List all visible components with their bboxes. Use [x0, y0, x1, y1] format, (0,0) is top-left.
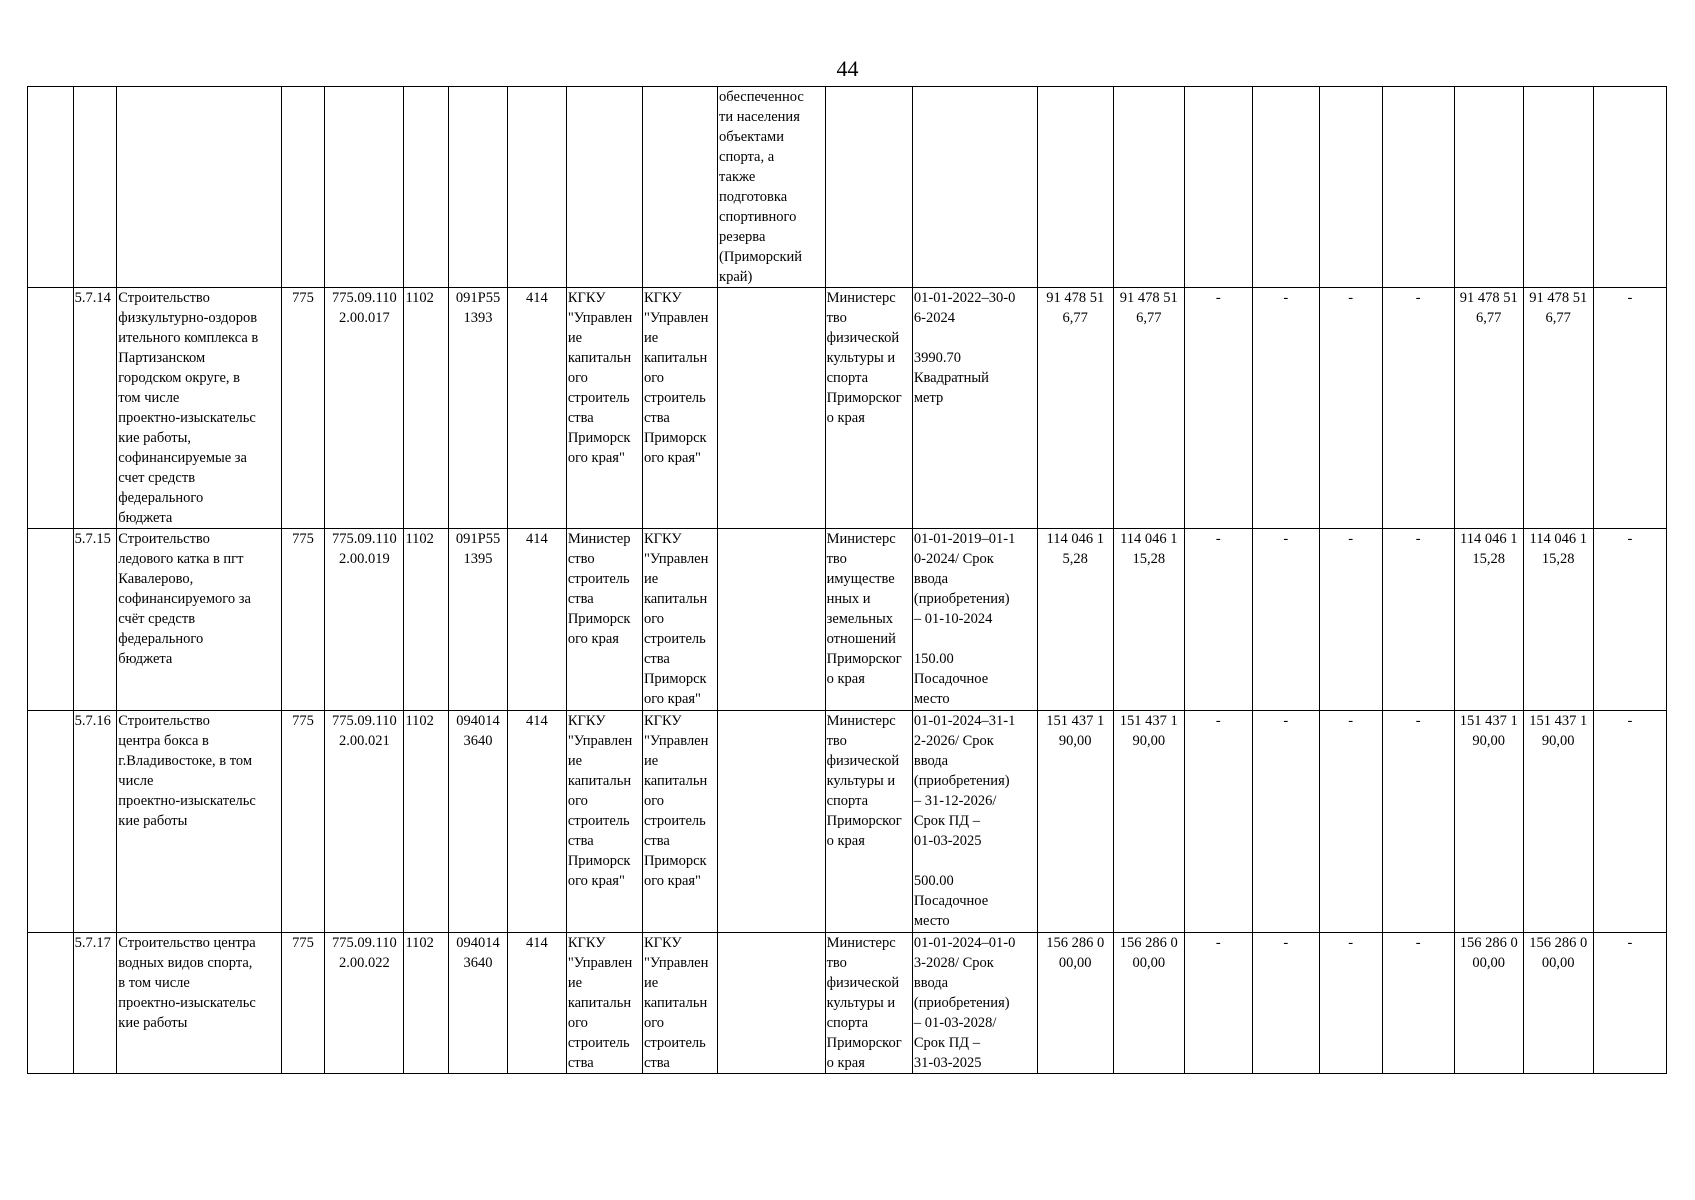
dash-cell: - — [1184, 933, 1252, 1074]
cont-cell — [507, 87, 566, 288]
total-cost: 91 478 51 6,77 — [1037, 288, 1113, 529]
object-name: Строительство физкультурно-оздоров ительного комплекса в Партизанском городском округе, в том числе проектно-изыскательс кие работы, софинансируемые за счет средств федерального бюджета — [117, 288, 281, 529]
cont-cell — [642, 87, 717, 288]
cont-cell — [1593, 87, 1666, 288]
total-cost: 114 046 1 5,28 — [1037, 529, 1113, 711]
developer: КГКУ "Управлен ие капитальн ого строитель ства Приморск ого края" — [642, 288, 717, 529]
empty-cell — [28, 933, 74, 1074]
cont-cell — [1113, 87, 1184, 288]
goal-text: обеспеченнос ти населения объектами спорта, а также подготовка спортивного резерва (Приморский край) — [718, 87, 826, 288]
dash-cell: - — [1593, 933, 1666, 1074]
cont-cell — [1184, 87, 1252, 288]
expense-type: 414 — [507, 288, 566, 529]
year-value: 156 286 0 00,00 — [1454, 933, 1523, 1074]
dash-cell: - — [1319, 711, 1382, 933]
terms-capacity: 01-01-2024–31-1 2-2026/ Срок ввода (приобретения) – 31-12-2026/ Срок ПД – 01-03-2025 500.00 Посадочное место — [912, 711, 1037, 933]
table-row — [28, 933, 1667, 1074]
object-code: 775.09.110 2.00.017 — [325, 288, 404, 529]
dash-cell: - — [1184, 711, 1252, 933]
cont-cell — [28, 87, 74, 288]
object-code: 775.09.110 2.00.022 — [325, 933, 404, 1074]
dash-cell: - — [1593, 711, 1666, 933]
responsible-ministry: Министерс тво физической культуры и спорта Приморског о края — [825, 933, 912, 1074]
grbs-code: 775 — [281, 711, 325, 933]
cont-cell — [281, 87, 325, 288]
dash-cell: - — [1252, 288, 1319, 529]
dash-cell: - — [1319, 933, 1382, 1074]
dash-cell: - — [1252, 711, 1319, 933]
customer: КГКУ "Управлен ие капитальн ого строитель ства — [566, 933, 642, 1074]
total-cost: 156 286 0 00,00 — [1037, 933, 1113, 1074]
page-number: 44 — [836, 56, 859, 81]
dash-cell: - — [1184, 288, 1252, 529]
target-article: 094014 3640 — [449, 711, 508, 933]
object-name: Строительство центра водных видов спорта, в том числе проектно-изыскательс кие работы — [117, 933, 281, 1074]
cont-cell — [566, 87, 642, 288]
responsible-ministry: Министерс тво физической культуры и спорта Приморског о края — [825, 711, 912, 933]
object-name: Строительство центра бокса в г.Владивостоке, в том числе проектно-изыскательс кие работы — [117, 711, 281, 933]
developer: КГКУ "Управлен ие капитальн ого строитель ства Приморск ого края" — [642, 711, 717, 933]
cont-cell — [325, 87, 404, 288]
total-cost: 151 437 1 90,00 — [1037, 711, 1113, 933]
dash-cell: - — [1382, 711, 1454, 933]
object-name: Строительство ледового катка в пгт Кавалерово, софинансируемого за счёт средств федерального бюджета — [117, 529, 281, 711]
customer: КГКУ "Управлен ие капитальн ого строитель ства Приморск ого края" — [566, 288, 642, 529]
expense-type: 414 — [507, 933, 566, 1074]
target-article: 091Р55 1393 — [449, 288, 508, 529]
cont-cell — [1252, 87, 1319, 288]
empty-cell — [28, 288, 74, 529]
total-funding: 151 437 1 90,00 — [1113, 711, 1184, 933]
expense-type: 414 — [507, 529, 566, 711]
dash-cell: - — [1184, 529, 1252, 711]
goal-cell — [718, 711, 826, 933]
developer: КГКУ "Управлен ие капитальн ого строитель ства Приморск ого края" — [642, 529, 717, 711]
year-value: 114 046 1 15,28 — [1454, 529, 1523, 711]
year-value: 151 437 1 90,00 — [1523, 711, 1593, 933]
section-code: 1102 — [404, 288, 449, 529]
table-body — [28, 87, 1667, 1074]
year-value: 91 478 51 6,77 — [1454, 288, 1523, 529]
developer: КГКУ "Управлен ие капитальн ого строитель ства — [642, 933, 717, 1074]
terms-capacity: 01-01-2022–30-0 6-2024 3990.70 Квадратный метр — [912, 288, 1037, 529]
goal-cell — [718, 933, 826, 1074]
dash-cell: - — [1252, 529, 1319, 711]
object-code: 775.09.110 2.00.019 — [325, 529, 404, 711]
table-row — [28, 288, 1667, 529]
dash-cell: - — [1593, 288, 1666, 529]
table-row — [28, 711, 1667, 933]
year-value: 91 478 51 6,77 — [1523, 288, 1593, 529]
customer: Министер ство строитель ства Приморск ого края — [566, 529, 642, 711]
dash-cell: - — [1382, 933, 1454, 1074]
dash-cell: - — [1382, 529, 1454, 711]
grbs-code: 775 — [281, 288, 325, 529]
target-article: 094014 3640 — [449, 933, 508, 1074]
program-table — [27, 86, 1667, 1074]
cont-cell — [1037, 87, 1113, 288]
table-row — [28, 529, 1667, 711]
cont-cell — [117, 87, 281, 288]
continuation-row — [28, 87, 1667, 288]
cont-cell — [825, 87, 912, 288]
dash-cell: - — [1252, 933, 1319, 1074]
year-value: 151 437 1 90,00 — [1454, 711, 1523, 933]
cont-cell — [912, 87, 1037, 288]
row-number: 5.7.16 — [73, 711, 117, 933]
terms-capacity: 01-01-2024–01-0 3-2028/ Срок ввода (приобретения) – 01-03-2028/ Срок ПД – 31-03-2025 — [912, 933, 1037, 1074]
responsible-ministry: Министерс тво имуществе нных и земельных отношений Приморског о края — [825, 529, 912, 711]
grbs-code: 775 — [281, 933, 325, 1074]
dash-cell: - — [1319, 529, 1382, 711]
cont-cell — [1382, 87, 1454, 288]
total-funding: 114 046 1 15,28 — [1113, 529, 1184, 711]
responsible-ministry: Министерс тво физической культуры и спорта Приморског о края — [825, 288, 912, 529]
row-number: 5.7.15 — [73, 529, 117, 711]
section-code: 1102 — [404, 711, 449, 933]
dash-cell: - — [1382, 288, 1454, 529]
object-code: 775.09.110 2.00.021 — [325, 711, 404, 933]
section-code: 1102 — [404, 933, 449, 1074]
target-article: 091Р55 1395 — [449, 529, 508, 711]
goal-cell — [718, 288, 826, 529]
cont-cell — [1523, 87, 1593, 288]
cont-cell — [1319, 87, 1382, 288]
dash-cell: - — [1593, 529, 1666, 711]
cont-cell — [1454, 87, 1523, 288]
goal-cell — [718, 529, 826, 711]
row-number: 5.7.14 — [73, 288, 117, 529]
dash-cell: - — [1319, 288, 1382, 529]
total-funding: 91 478 51 6,77 — [1113, 288, 1184, 529]
cont-cell — [73, 87, 117, 288]
year-value: 114 046 1 15,28 — [1523, 529, 1593, 711]
section-code: 1102 — [404, 529, 449, 711]
cont-cell — [404, 87, 449, 288]
grbs-code: 775 — [281, 529, 325, 711]
empty-cell — [28, 529, 74, 711]
expense-type: 414 — [507, 711, 566, 933]
year-value: 156 286 0 00,00 — [1523, 933, 1593, 1074]
empty-cell — [28, 711, 74, 933]
total-funding: 156 286 0 00,00 — [1113, 933, 1184, 1074]
row-number: 5.7.17 — [73, 933, 117, 1074]
terms-capacity: 01-01-2019–01-1 0-2024/ Срок ввода (приобретения) – 01-10-2024 150.00 Посадочное место — [912, 529, 1037, 711]
customer: КГКУ "Управлен ие капитальн ого строитель ства Приморск ого края" — [566, 711, 642, 933]
cont-cell — [449, 87, 508, 288]
